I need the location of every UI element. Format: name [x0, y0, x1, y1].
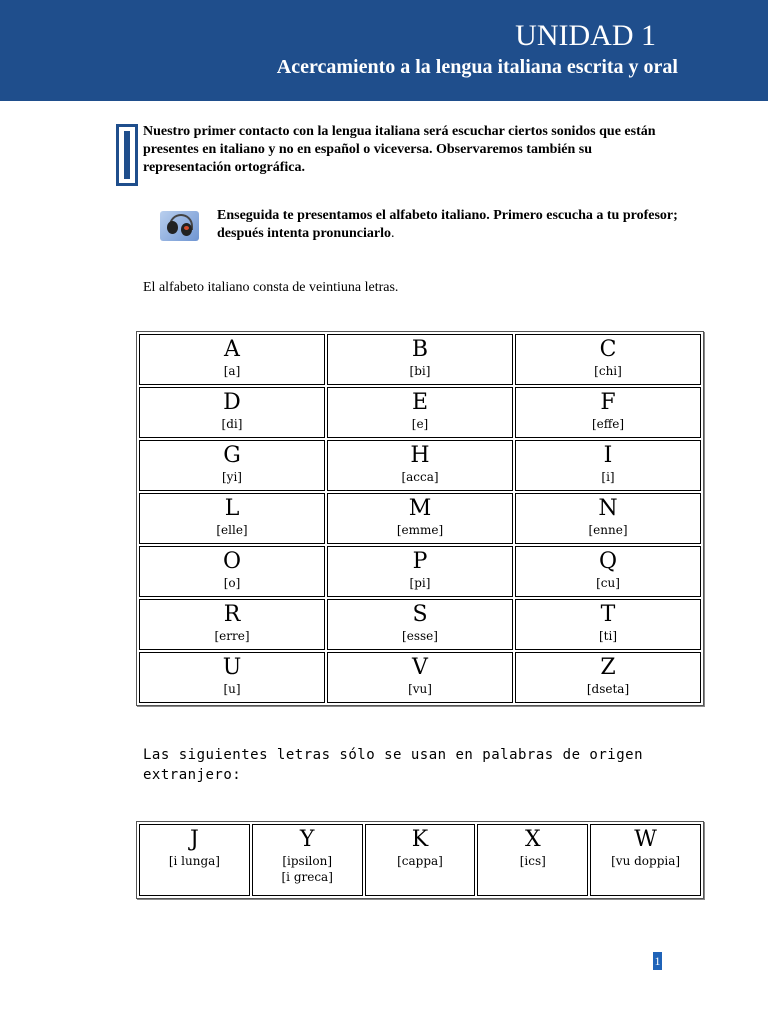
letter: Z [600, 655, 616, 680]
letter-cell [139, 440, 325, 491]
letter: E [411, 390, 429, 415]
pronunciation: [emme] [396, 523, 444, 537]
pronunciation: [cappa] [397, 854, 443, 868]
pronunciation: [i] [601, 470, 615, 484]
letter-cell [515, 387, 701, 438]
letter-cell [515, 599, 701, 650]
letter: J [189, 827, 199, 852]
letter-cell [139, 493, 325, 544]
letter-cell [477, 824, 588, 896]
letter-cell [515, 493, 701, 544]
table-row [139, 824, 701, 896]
letter-cell [515, 440, 701, 491]
pronunciation: [bi] [409, 364, 431, 378]
table-row [139, 387, 701, 438]
letter: Y [299, 827, 315, 852]
letter: T [600, 602, 616, 627]
header-bar [0, 0, 768, 101]
letter: R [223, 602, 241, 627]
pronunciation: [o] [223, 576, 241, 590]
letter-cell [139, 334, 325, 385]
letter: F [600, 390, 616, 415]
unit-title: UNIDAD 1 [515, 19, 656, 52]
page-number: 1 [654, 954, 661, 968]
letter: U [222, 655, 242, 680]
letter: N [598, 496, 618, 521]
pronunciation: [esse] [402, 629, 438, 643]
listen-instruction-text: Enseguida te presentamos el alfabeto italiano. Primero escucha a tu profesor; después intenta pronunciarlo [217, 208, 678, 241]
letter-cell [515, 546, 701, 597]
letter-cell [515, 652, 701, 703]
pronunciation: [ics] [519, 854, 546, 868]
pronunciation: [ti] [598, 629, 618, 643]
letter-cell [139, 824, 250, 896]
letter: D [223, 390, 241, 415]
table-row [139, 334, 701, 385]
pronunciation: [u] [223, 682, 241, 696]
intro-paragraph: Nuestro primer contacto con la lengua italiana será escuchar ciertos sonidos que están presentes en italiano y no en español o viceversa. Observaremos también su representación ortográfica. [143, 124, 656, 175]
letter-cell [590, 824, 701, 896]
letter-cell [327, 599, 513, 650]
pronunciation: [yi] [222, 470, 242, 484]
unit-subtitle: Acercamiento a la lengua italiana escrita y oral [276, 56, 678, 78]
table-row [139, 440, 701, 491]
letter-cell [327, 493, 513, 544]
pronunciation: [enne] [588, 523, 628, 537]
letter-cell [515, 334, 701, 385]
alphabet-table [136, 331, 704, 706]
letter-cell [327, 387, 513, 438]
letter: Q [598, 549, 618, 574]
table-row [139, 546, 701, 597]
letter-cell [327, 440, 513, 491]
pronunciation: [vu] [408, 682, 432, 696]
pronunciation: [ipsilon] [282, 854, 333, 868]
letter-cell [139, 387, 325, 438]
letter-cell [139, 599, 325, 650]
letter-cell [327, 546, 513, 597]
letter: S [412, 602, 428, 627]
foreign-letters-table [136, 821, 704, 899]
listen-instruction [217, 207, 687, 243]
alphabet-note: El alfabeto italiano consta de veintiuna letras. [143, 280, 399, 295]
letter: L [224, 496, 240, 521]
table-row [139, 599, 701, 650]
letter-cell [365, 824, 476, 896]
letter-cell [327, 334, 513, 385]
foreign-letters-note: Las siguientes letras sólo se usan en palabras de origen extranjero: [143, 747, 644, 783]
pronunciation-alt: [i greca] [281, 870, 333, 884]
letter: X [524, 827, 541, 852]
pronunciation: [effe] [591, 417, 625, 431]
pronunciation: [a] [223, 364, 241, 378]
letter: M [408, 496, 432, 521]
pronunciation: [cu] [596, 576, 620, 590]
pronunciation: [acca] [401, 470, 439, 484]
letter: C [599, 337, 617, 362]
listen-instruction-tail: . [391, 226, 395, 241]
pronunciation: [di] [221, 417, 243, 431]
letter-cell [139, 546, 325, 597]
pronunciation: [i lunga] [168, 854, 220, 868]
letter: K [411, 827, 429, 852]
pronunciation: [pi] [409, 576, 431, 590]
letter: G [223, 443, 241, 468]
letter: P [412, 549, 428, 574]
letter-cell [139, 652, 325, 703]
letter: W [634, 827, 657, 852]
letter: V [412, 655, 428, 680]
table-row [139, 493, 701, 544]
letter: O [222, 549, 242, 574]
letter: I [603, 443, 613, 468]
pronunciation: [elle] [216, 523, 248, 537]
letter-cell [252, 824, 363, 896]
pronunciation: [e] [411, 417, 429, 431]
pronunciation: [dseta] [586, 682, 630, 696]
dropcap-i-icon [116, 124, 138, 186]
letter: H [410, 443, 430, 468]
letter-cell [327, 652, 513, 703]
table-row [139, 652, 701, 703]
pronunciation: [vu doppia] [611, 854, 681, 868]
pronunciation: [chi] [594, 364, 622, 378]
pronunciation: [erre] [214, 629, 250, 643]
letter: A [224, 337, 240, 362]
letter: B [411, 337, 429, 362]
headphones-icon[interactable] [160, 211, 199, 241]
